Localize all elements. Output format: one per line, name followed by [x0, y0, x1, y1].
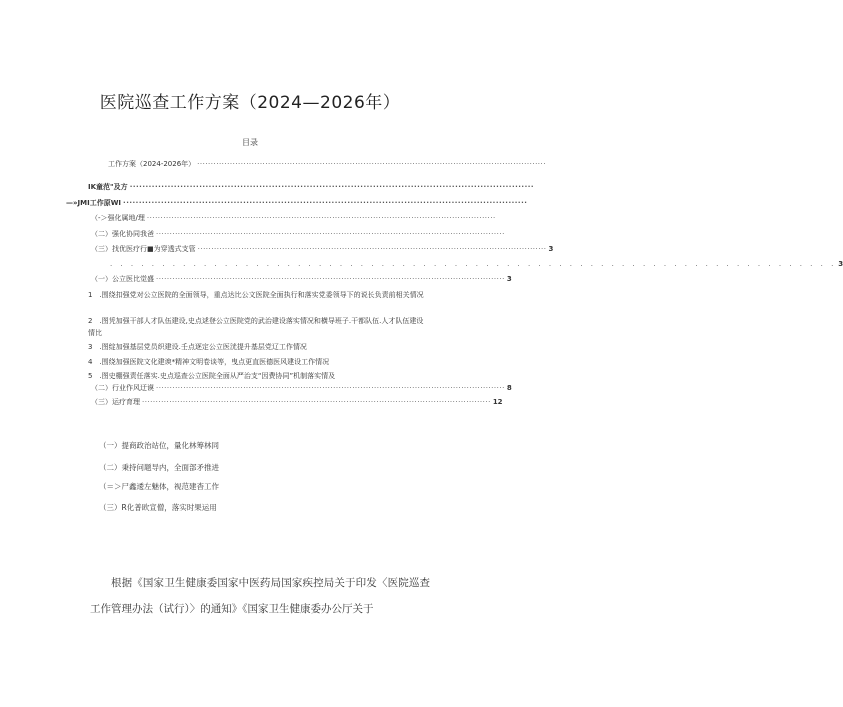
toc-leader-dots: . . . . . . . . . . . . . . . . . . . . . . . . . . . . . . . . . . . . . . . . . . . . . . . . . . . . . . . . . . . . . . . . . . . . . .	[110, 260, 837, 268]
toc-entry[interactable]	[108, 260, 843, 269]
section-heading: （＝＞尸鑫逶左魅体，视范建杳工作	[99, 482, 219, 491]
toc-entry[interactable]	[91, 214, 496, 223]
toc-entry[interactable]	[91, 398, 503, 407]
toc-entry[interactable]	[66, 199, 528, 208]
toc-entry-label: （三）找优医疗行■为穿透式支管	[91, 245, 196, 253]
toc-entry-page: 3	[506, 275, 512, 283]
toc-entry-label: （三）运疗育理	[91, 398, 140, 406]
toc-entry-label: —»JMI工作原WI	[66, 199, 122, 207]
toc-entry-page: 8	[506, 384, 512, 392]
toc-subentry[interactable]: 3 .图绽加强基层党员织建设.壬点逐定公立医洸提升基层党辽工作情况	[88, 343, 307, 351]
toc-leader-dots: ································································································································	[197, 245, 547, 253]
toc-entry-label: （二）行业作风迂谟	[91, 384, 154, 392]
toc-subentry[interactable]: 2 .图凭加强干部人才队伍建设,史点逑登公立医院党的武治建设落实情况和横导班子.干都队伍.人才队伍建设情比	[88, 317, 424, 337]
toc-entry-label: 工作方案（2024-2026年）	[108, 160, 196, 168]
toc-entry[interactable]	[91, 384, 512, 393]
toc-entry-label: （二）强化协同我爸	[91, 230, 154, 238]
toc-heading: 目录	[242, 138, 258, 147]
toc-leader-dots: ································································································································	[156, 275, 505, 283]
toc-entry[interactable]	[108, 160, 546, 169]
toc-subentry[interactable]: 4 .围绕加强医院文化建谀*精神文明卷谈等，曳点更直医德医风建设工作情况	[88, 358, 330, 366]
toc-entry[interactable]	[91, 275, 512, 284]
toc-leader-dots: ································································································································	[142, 398, 491, 406]
toc-entry[interactable]	[88, 183, 535, 192]
toc-leader-dots: ································································································································	[123, 199, 528, 207]
toc-leader-dots: ································································································································	[156, 230, 505, 238]
toc-entry-label: （一）公立医比觉盛	[91, 275, 154, 283]
document-title: 医院巡查工作方案（2024—2026年）	[99, 93, 401, 113]
toc-entry-page: 3	[548, 245, 554, 253]
toc-entry[interactable]	[91, 230, 505, 239]
toc-leader-dots: ································································································································	[146, 214, 496, 222]
toc-entry-page: 12	[492, 398, 503, 406]
body-paragraph-text: 根据《国家卫生健康委国家中医药局国家疾控局关于印发〈医院巡查工作管理办法（试行）〉的通知》《国家卫生健康委办公厅关于	[90, 577, 430, 615]
toc-leader-dots: ································································································································	[197, 160, 546, 168]
body-paragraph	[90, 570, 430, 622]
toc-entry-label: IK童范"及方	[88, 183, 128, 191]
section-heading: （三）R化普欧宣僧，落实时果运用	[99, 503, 217, 512]
toc-leader-dots: ································································································································	[156, 384, 505, 392]
toc-subentry[interactable]: 5 .图史棚强责任落实.史点巡查公立医院全面从严治支“因费协同”机制落实情及	[88, 372, 336, 380]
toc-entry-page: 3	[838, 260, 843, 268]
toc-leader-dots: ································································································································	[129, 183, 535, 191]
section-heading: （一）提商政治站位，量化林筹林同	[99, 441, 219, 450]
section-heading: （二）秉持问题导内，全面部矛推进	[99, 463, 219, 472]
toc-subentry[interactable]: 1 .围绕扣强党对公立医院的全面领导，重点达比公文医院全面执行和落实党委领导下的说长负责前相关情况	[88, 291, 424, 299]
toc-entry-label: （-＞强化属地/理	[91, 214, 145, 222]
toc-entry[interactable]	[91, 245, 554, 254]
